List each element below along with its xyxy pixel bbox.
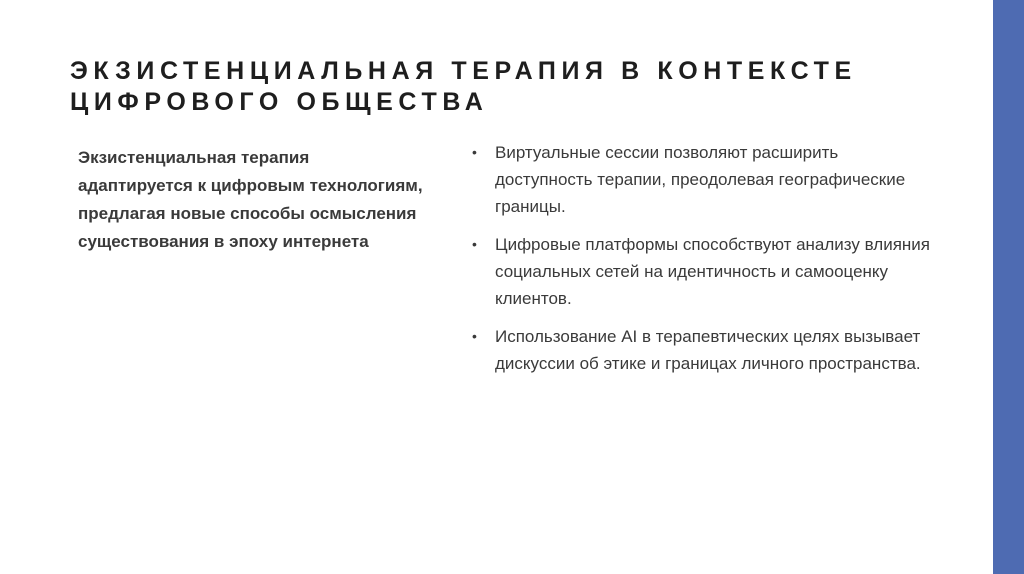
bullet-dot-icon: • (472, 328, 477, 344)
bullet-dot-icon: • (472, 236, 477, 252)
bullet-text: Использование AI в терапевтических целях вызывает дискуссии об этике и границах личного пространства. (495, 327, 921, 373)
accent-side-bar (993, 0, 1024, 574)
bullet-list (470, 139, 940, 388)
bullet-text: Виртуальные сессии позволяют расширить доступность терапии, преодолевая географические границы. (495, 143, 906, 216)
bullet-text: Цифровые платформы способствуют анализу влияния социальных сетей на идентичность и самооценку клиентов. (495, 235, 930, 308)
bullet-item (470, 139, 940, 220)
bullet-dot-icon: • (472, 144, 477, 160)
slide-title: ЭКЗИСТЕНЦИАЛЬНАЯ ТЕРАПИЯ В КОНТЕКСТЕ ЦИФРОВОГО ОБЩЕСТВА (70, 57, 857, 116)
summary-paragraph: Экзистенциальная терапия адаптируется к цифровым технологиям, предлагая новые способы осмысления существования в эпоху интернета (78, 148, 423, 251)
bullet-item (470, 323, 940, 377)
bullet-item (470, 231, 940, 312)
